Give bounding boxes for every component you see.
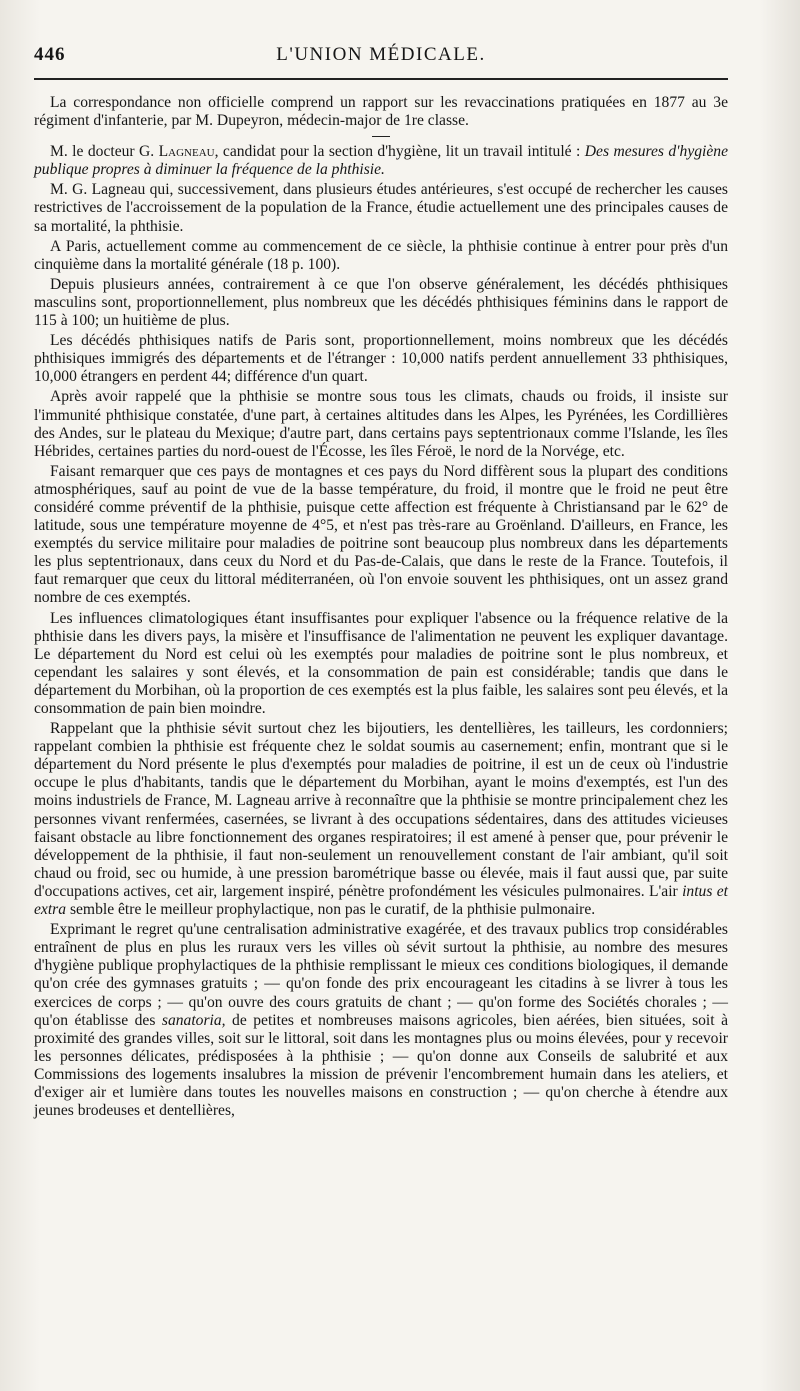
occupations-end: semble être le meilleur prophylactique, non pas le curatif, de la phthisie pulmonaire.: [66, 901, 596, 919]
work-title: Des mesures d'hygiène publique propres à diminuer la fréquence de la phthisie.: [34, 143, 729, 179]
intro-prefix: M. le docteur G.: [50, 143, 159, 161]
occupations-italic: intus et extra: [34, 882, 728, 919]
paragraph-correspondance: La correspondance non officielle comprend un rapport sur les revaccinations pratiquées en 1877 au 3e régiment d'infanterie, par M. Dupeyron, médecin-major de 1re classe.: [34, 94, 728, 130]
intro-middle: , candidat pour la section d'hygiène, lit un travail intitulé :: [214, 143, 585, 161]
page-header: [34, 40, 728, 74]
measures-text: Exprimant le regret qu'une centralisation administrative exagérée, et des travaux publics trop considérables entraînent de plus en plus les ruraux vers les villes où sévit surtout la phthisie, au nombre des mesures d'hygiène publique prophylactiques de la phthisie remplissant le mieux ces conditions biologiques, il demande qu'on crée des gymnases gratuits ; — qu'on fonde des prix encourageant les citadins à se livrer à tous les exercices de corps ; — qu'on ouvre des cours gratuits de chant ; — qu'on forme des Sociétés chorales ; — qu'on établisse des: [34, 921, 728, 1029]
paragraph-natives-immigrants: Les décédés phthisiques natifs de Paris sont, proportionnellement, moins nombreux que les décédés phthisiques immigrés des départements et de l'étranger : 10,000 natifs perdent annuellement 33 phthisiques, 10,000 étrangers en perdent 44; différence d'un quart.: [34, 332, 728, 386]
running-title: L'UNION MÉDICALE.: [276, 44, 486, 65]
paragraph-climatological-influences: Les influences climatologiques étant insuffisantes pour expliquer l'absence ou la fréquence relative de la phthisie dans les divers pays, la misère et l'insuffisance de l'alimentation ne peuvent les expliquer davantage. Le département du Nord est celui où les exemptés pour maladies de poitrine sont le plus nombreux, et cependant les salaires y sont élevés, et la consommation de pain est considérable; tandis que dans le département du Morbihan, où la proportion de ces exemptés est la plus faible, les salaires sont peu élevés, et la consommation de pain bien moindre.: [34, 609, 728, 717]
measures-italic: sanatoria,: [161, 1011, 226, 1029]
paragraph-occupations: [34, 720, 728, 919]
paragraph-paris-mortality: A Paris, actuellement comme au commencement de ce siècle, la phthisie continue à entrer pour près d'un cinquième dans la mortalité générale (18 p. 100).: [34, 237, 728, 273]
paragraph-cold: Faisant remarquer que ces pays de montagnes et ces pays du Nord diffèrent sous la plupart des conditions atmosphériques, sauf au point de vue de la basse température, du froid, il montre que le froid ne peut être considéré comme préventif de la phthisie, puisque cette affection est fréquente à Christiansand par le 62° de latitude, sous une température moyenne de 4°5, et n'est pas très-rare au Groënland. D'ailleurs, en France, les exemptés du service militaire pour maladies de poitrine sont beaucoup plus nombreux dans les départements les plus septentrionaux, dans ceux du Nord et du Pas-de-Calais, que dans le reste de la France. Toutefois, il faut remarquer que ceux du littoral méditerranéen, où l'on envoie souvent les phthisiques, ont un assez grand nombre de ces exemptés.: [34, 462, 728, 607]
section-separator: [372, 136, 390, 137]
author-name: Lagneau: [158, 143, 215, 161]
page-number: 446: [34, 44, 66, 65]
paragraph-lagneau-intro: [34, 143, 728, 179]
paragraph-lagneau-study: M. G. Lagneau qui, successivement, dans plusieurs études antérieures, s'est occupé de rechercher les causes restrictives de l'accroissement de la population de la France, étudie actuellement une des principales causes de sa mortalité, la phthisie.: [34, 181, 728, 235]
paragraph-climates: Après avoir rappelé que la phthisie se montre sous tous les climats, chauds ou froids, il insiste sur l'immunité phthisique constatée, d'une part, à certaines altitudes dans les Alpes, les Pyrénées, les Cordillières des Andes, sur le plateau du Mexique; d'autre part, dans certains pays septentrionaux comme l'Islande, les îles Hébrides, certaines parties du nord-ouest de l'Écosse, les îles Féroë, le nord de la Norvége, etc.: [34, 388, 728, 460]
measures-end: de petites et nombreuses maisons agricoles, bien aérées, bien situées, soit à proximité des grandes villes, soit sur le littoral, soit dans les montagnes plus ou moins élevées, pour y recevoir les personnes délicates, prédisposées à la phthisie ; — qu'on donne aux Conseils de salubrité et aux Commissions des logements insalubres la mission de prévenir l'encombrement humain dans les ateliers, et d'exiger air et lumière dans toutes les nouvelles maisons en construction ; — qu'on cherche à étendre aux jeunes brodeuses et dentellières,: [34, 1011, 728, 1120]
article-body: [34, 94, 728, 1120]
paragraph-measures: [34, 921, 728, 1120]
paragraph-gender-ratio: Depuis plusieurs années, contrairement à ce que l'on observe généralement, les décédés phthisiques masculins sont, proportionnellement, plus nombreux que les décédés phthisiques féminins dans le rapport de 115 à 100; un huitième de plus.: [34, 275, 728, 330]
occupations-text: Rappelant que la phthisie sévit surtout chez les bijoutiers, les dentellières, les tailleurs, les cordonniers; rappelant combien la phthisie est fréquente chez le soldat soumis au casernement; enfin, montrant que si le département du Nord présente le plus d'exemptés pour maladies de poitrine, il est un de ceux où l'industrie occupe le plus d'habitants, tandis que le département du Morbihan, ayant le moins d'exemptés, est l'un des moins industriels de France, M. Lagneau arrive à reconnaître que la phthisie se montre principalement chez les personnes vivant renfermées, casernées, se livrant à des occupations sédentaires, dans des attitudes vicieuses faisant obstacle au libre fonctionnement des organes respiratoires; il est amené à penser que, pour prévenir le développement de la phthisie, il faut non-seulement un renouvellement constant de l'air ambiant, qu'il soit chaud ou froid, sec ou humide, à une pression barométrique basse ou élevée, mais il faut aussi que, par suite d'occupations actives, cet air, largement inspiré, pénètre profondément les vésicules pulmonaires. L'air: [34, 720, 728, 900]
header-rule: [34, 78, 728, 80]
